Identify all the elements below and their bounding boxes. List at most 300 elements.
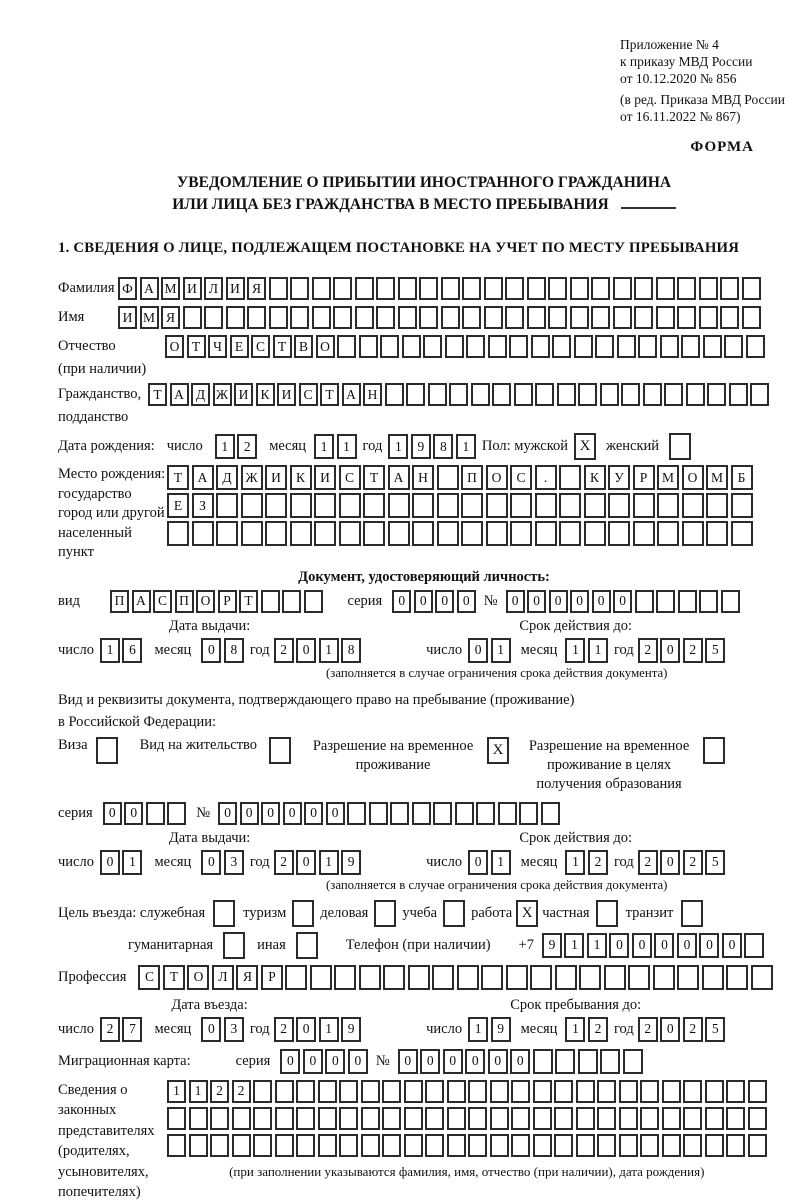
char-box[interactable]: К xyxy=(290,465,312,490)
char-box[interactable] xyxy=(570,277,589,300)
char-box[interactable] xyxy=(241,493,263,518)
char-box[interactable]: О xyxy=(196,590,215,613)
char-box[interactable]: М xyxy=(657,465,679,490)
char-box[interactable] xyxy=(656,277,675,300)
char-box[interactable]: 9 xyxy=(542,933,562,958)
char-box[interactable]: 2 xyxy=(683,850,703,875)
char-box[interactable] xyxy=(412,802,431,825)
char-box[interactable]: 0 xyxy=(398,1049,418,1074)
char-box[interactable] xyxy=(578,1049,598,1074)
char-box[interactable] xyxy=(447,1080,466,1103)
char-box[interactable] xyxy=(643,383,662,406)
char-box[interactable]: П xyxy=(175,590,194,613)
char-box[interactable] xyxy=(425,1080,444,1103)
char-box[interactable]: К xyxy=(256,383,275,406)
char-box[interactable] xyxy=(376,306,395,329)
char-box[interactable]: О xyxy=(165,335,184,358)
char-box[interactable] xyxy=(600,1049,620,1074)
char-box[interactable] xyxy=(318,1080,337,1103)
char-box[interactable] xyxy=(404,1107,423,1130)
char-box[interactable]: 2 xyxy=(274,1017,294,1042)
char-box[interactable]: 0 xyxy=(592,590,611,613)
char-box[interactable]: 8 xyxy=(433,434,453,459)
char-box[interactable]: 3 xyxy=(224,1017,244,1042)
char-box[interactable] xyxy=(748,1134,767,1157)
char-box[interactable] xyxy=(192,521,214,546)
char-box[interactable]: 0 xyxy=(699,933,719,958)
purpose-humanitarian-checkbox[interactable] xyxy=(223,932,245,959)
char-box[interactable]: 0 xyxy=(392,590,411,613)
char-box[interactable]: 0 xyxy=(457,590,476,613)
char-box[interactable] xyxy=(706,493,728,518)
char-box[interactable] xyxy=(253,1107,272,1130)
char-box[interactable]: 0 xyxy=(632,933,652,958)
char-box[interactable] xyxy=(210,1134,229,1157)
char-box[interactable] xyxy=(621,383,640,406)
char-box[interactable] xyxy=(359,335,378,358)
char-box[interactable] xyxy=(555,965,577,990)
char-box[interactable]: 0 xyxy=(660,850,680,875)
char-box[interactable] xyxy=(404,1134,423,1157)
option-residence-permit-checkbox[interactable] xyxy=(269,737,291,764)
char-box[interactable] xyxy=(269,277,288,300)
char-box[interactable] xyxy=(748,1107,767,1130)
char-box[interactable]: 2 xyxy=(237,434,257,459)
char-box[interactable] xyxy=(447,1107,466,1130)
char-box[interactable] xyxy=(383,965,405,990)
char-box[interactable] xyxy=(167,521,189,546)
char-box[interactable] xyxy=(441,306,460,329)
char-box[interactable] xyxy=(146,802,165,825)
char-box[interactable] xyxy=(449,383,468,406)
char-box[interactable] xyxy=(681,335,700,358)
char-box[interactable] xyxy=(388,521,410,546)
char-box[interactable]: 2 xyxy=(274,638,294,663)
char-box[interactable] xyxy=(617,335,636,358)
char-box[interactable] xyxy=(488,335,507,358)
char-box[interactable]: 9 xyxy=(411,434,431,459)
char-box[interactable]: А xyxy=(170,383,189,406)
char-box[interactable]: 0 xyxy=(296,638,316,663)
char-box[interactable] xyxy=(490,1080,509,1103)
char-box[interactable] xyxy=(408,965,430,990)
char-box[interactable] xyxy=(312,277,331,300)
char-box[interactable] xyxy=(677,965,699,990)
char-box[interactable] xyxy=(290,521,312,546)
char-box[interactable] xyxy=(683,1080,702,1103)
char-box[interactable]: 1 xyxy=(100,638,120,663)
char-box[interactable] xyxy=(511,1080,530,1103)
char-box[interactable] xyxy=(339,1134,358,1157)
char-box[interactable]: 0 xyxy=(465,1049,485,1074)
char-box[interactable]: 0 xyxy=(435,590,454,613)
char-box[interactable] xyxy=(363,493,385,518)
char-box[interactable]: 1 xyxy=(564,933,584,958)
char-box[interactable]: Ж xyxy=(241,465,263,490)
char-box[interactable] xyxy=(490,1107,509,1130)
char-box[interactable] xyxy=(703,335,722,358)
char-box[interactable]: 1 xyxy=(587,933,607,958)
char-box[interactable] xyxy=(462,277,481,300)
char-box[interactable] xyxy=(189,1107,208,1130)
char-box[interactable] xyxy=(296,1080,315,1103)
char-box[interactable] xyxy=(555,1049,575,1074)
char-box[interactable] xyxy=(584,493,606,518)
char-box[interactable] xyxy=(310,965,332,990)
char-box[interactable] xyxy=(653,965,675,990)
char-box[interactable] xyxy=(634,277,653,300)
char-box[interactable]: Т xyxy=(167,465,189,490)
char-box[interactable] xyxy=(457,965,479,990)
char-box[interactable] xyxy=(285,965,307,990)
char-box[interactable]: 9 xyxy=(341,1017,361,1042)
char-box[interactable]: Р xyxy=(633,465,655,490)
char-box[interactable] xyxy=(720,277,739,300)
char-box[interactable] xyxy=(731,521,753,546)
char-box[interactable]: 0 xyxy=(201,850,221,875)
char-box[interactable] xyxy=(591,306,610,329)
char-box[interactable] xyxy=(750,383,769,406)
char-box[interactable] xyxy=(388,493,410,518)
char-box[interactable] xyxy=(445,335,464,358)
char-box[interactable]: Ж xyxy=(213,383,232,406)
sex-male-checkbox[interactable]: X xyxy=(574,433,596,460)
char-box[interactable] xyxy=(707,383,726,406)
char-box[interactable]: 0 xyxy=(506,590,525,613)
char-box[interactable]: 2 xyxy=(588,850,608,875)
char-box[interactable] xyxy=(699,590,718,613)
char-box[interactable] xyxy=(339,521,361,546)
char-box[interactable] xyxy=(183,306,202,329)
char-box[interactable]: 2 xyxy=(683,1017,703,1042)
char-box[interactable]: Ф xyxy=(118,277,137,300)
char-box[interactable]: С xyxy=(299,383,318,406)
char-box[interactable] xyxy=(683,1134,702,1157)
char-box[interactable]: Я xyxy=(161,306,180,329)
char-box[interactable] xyxy=(339,1107,358,1130)
char-box[interactable] xyxy=(559,465,581,490)
char-box[interactable] xyxy=(398,277,417,300)
char-box[interactable] xyxy=(633,493,655,518)
purpose-business-checkbox[interactable] xyxy=(374,900,396,927)
char-box[interactable] xyxy=(334,965,356,990)
char-box[interactable]: 0 xyxy=(296,850,316,875)
char-box[interactable] xyxy=(468,1134,487,1157)
char-box[interactable] xyxy=(705,1107,724,1130)
char-box[interactable]: 1 xyxy=(314,434,334,459)
char-box[interactable]: Р xyxy=(261,965,283,990)
char-box[interactable] xyxy=(359,965,381,990)
char-box[interactable] xyxy=(533,1134,552,1157)
char-box[interactable] xyxy=(683,1107,702,1130)
char-box[interactable] xyxy=(662,1080,681,1103)
char-box[interactable]: Е xyxy=(167,493,189,518)
char-box[interactable] xyxy=(312,306,331,329)
char-box[interactable] xyxy=(724,335,743,358)
option-visa-checkbox[interactable] xyxy=(96,737,118,764)
char-box[interactable] xyxy=(511,1107,530,1130)
char-box[interactable] xyxy=(729,383,748,406)
char-box[interactable] xyxy=(535,521,557,546)
char-box[interactable] xyxy=(490,1134,509,1157)
char-box[interactable]: 1 xyxy=(189,1080,208,1103)
char-box[interactable] xyxy=(660,335,679,358)
char-box[interactable]: 8 xyxy=(341,638,361,663)
char-box[interactable] xyxy=(554,1107,573,1130)
char-box[interactable] xyxy=(241,521,263,546)
char-box[interactable] xyxy=(275,1107,294,1130)
char-box[interactable]: С xyxy=(251,335,270,358)
char-box[interactable] xyxy=(437,521,459,546)
char-box[interactable]: Л xyxy=(204,277,223,300)
char-box[interactable]: А xyxy=(140,277,159,300)
char-box[interactable] xyxy=(533,1080,552,1103)
char-box[interactable] xyxy=(204,306,223,329)
purpose-study-checkbox[interactable] xyxy=(443,900,465,927)
char-box[interactable]: 0 xyxy=(325,1049,345,1074)
char-box[interactable]: 0 xyxy=(240,802,259,825)
char-box[interactable] xyxy=(433,802,452,825)
char-box[interactable] xyxy=(726,1134,745,1157)
char-box[interactable] xyxy=(355,306,374,329)
char-box[interactable] xyxy=(705,1080,724,1103)
char-box[interactable] xyxy=(604,965,626,990)
char-box[interactable]: В xyxy=(294,335,313,358)
char-box[interactable] xyxy=(657,493,679,518)
char-box[interactable] xyxy=(682,521,704,546)
char-box[interactable]: И xyxy=(234,383,253,406)
char-box[interactable]: 3 xyxy=(224,850,244,875)
char-box[interactable]: 7 xyxy=(122,1017,142,1042)
char-box[interactable]: О xyxy=(682,465,704,490)
char-box[interactable] xyxy=(296,1134,315,1157)
char-box[interactable]: 1 xyxy=(122,850,142,875)
char-box[interactable] xyxy=(253,1080,272,1103)
char-box[interactable]: 1 xyxy=(388,434,408,459)
char-box[interactable] xyxy=(390,802,409,825)
char-box[interactable]: 0 xyxy=(722,933,742,958)
char-box[interactable] xyxy=(726,965,748,990)
char-box[interactable] xyxy=(511,1134,530,1157)
char-box[interactable] xyxy=(600,383,619,406)
char-box[interactable] xyxy=(514,383,533,406)
char-box[interactable] xyxy=(677,277,696,300)
char-box[interactable] xyxy=(361,1134,380,1157)
char-box[interactable] xyxy=(656,306,675,329)
purpose-work-checkbox[interactable]: X xyxy=(516,900,538,927)
char-box[interactable] xyxy=(574,335,593,358)
char-box[interactable] xyxy=(314,521,336,546)
char-box[interactable]: 0 xyxy=(677,933,697,958)
char-box[interactable]: 2 xyxy=(638,850,658,875)
char-box[interactable]: 1 xyxy=(319,638,339,663)
char-box[interactable] xyxy=(628,965,650,990)
char-box[interactable]: 2 xyxy=(210,1080,229,1103)
char-box[interactable] xyxy=(290,306,309,329)
char-box[interactable] xyxy=(505,306,524,329)
char-box[interactable] xyxy=(361,1080,380,1103)
char-box[interactable] xyxy=(425,1134,444,1157)
char-box[interactable]: О xyxy=(486,465,508,490)
char-box[interactable] xyxy=(635,590,654,613)
char-box[interactable] xyxy=(731,493,753,518)
char-box[interactable] xyxy=(339,1080,358,1103)
char-box[interactable] xyxy=(623,1049,643,1074)
char-box[interactable]: 1 xyxy=(565,850,585,875)
char-box[interactable] xyxy=(216,521,238,546)
char-box[interactable] xyxy=(339,493,361,518)
char-box[interactable] xyxy=(533,1049,553,1074)
char-box[interactable] xyxy=(471,383,490,406)
purpose-transit-checkbox[interactable] xyxy=(681,900,703,927)
char-box[interactable] xyxy=(640,1134,659,1157)
char-box[interactable]: И xyxy=(118,306,137,329)
char-box[interactable] xyxy=(576,1107,595,1130)
char-box[interactable] xyxy=(535,383,554,406)
char-box[interactable]: 0 xyxy=(261,802,280,825)
char-box[interactable] xyxy=(597,1080,616,1103)
char-box[interactable]: С xyxy=(138,965,160,990)
char-box[interactable] xyxy=(455,802,474,825)
char-box[interactable] xyxy=(382,1080,401,1103)
char-box[interactable] xyxy=(576,1080,595,1103)
char-box[interactable]: 2 xyxy=(683,638,703,663)
char-box[interactable] xyxy=(619,1080,638,1103)
char-box[interactable] xyxy=(376,277,395,300)
char-box[interactable] xyxy=(510,521,532,546)
char-box[interactable]: 9 xyxy=(341,850,361,875)
char-box[interactable] xyxy=(634,306,653,329)
char-box[interactable]: 0 xyxy=(201,638,221,663)
char-box[interactable] xyxy=(751,965,773,990)
char-box[interactable] xyxy=(318,1107,337,1130)
char-box[interactable] xyxy=(506,965,528,990)
char-box[interactable]: 1 xyxy=(491,638,511,663)
char-box[interactable] xyxy=(476,802,495,825)
char-box[interactable]: 0 xyxy=(488,1049,508,1074)
char-box[interactable]: 0 xyxy=(100,850,120,875)
char-box[interactable]: 0 xyxy=(549,590,568,613)
char-box[interactable]: 0 xyxy=(303,1049,323,1074)
char-box[interactable] xyxy=(699,277,718,300)
char-box[interactable] xyxy=(608,521,630,546)
char-box[interactable] xyxy=(492,383,511,406)
char-box[interactable]: Я xyxy=(236,965,258,990)
char-box[interactable]: Т xyxy=(320,383,339,406)
char-box[interactable]: 9 xyxy=(491,1017,511,1042)
char-box[interactable] xyxy=(167,1107,186,1130)
char-box[interactable] xyxy=(441,277,460,300)
char-box[interactable]: Н xyxy=(412,465,434,490)
char-box[interactable]: 0 xyxy=(420,1049,440,1074)
char-box[interactable] xyxy=(702,965,724,990)
char-box[interactable] xyxy=(576,1134,595,1157)
char-box[interactable] xyxy=(382,1134,401,1157)
char-box[interactable] xyxy=(664,383,683,406)
char-box[interactable] xyxy=(510,493,532,518)
char-box[interactable]: М xyxy=(161,277,180,300)
char-box[interactable]: 0 xyxy=(468,850,488,875)
char-box[interactable] xyxy=(726,1107,745,1130)
char-box[interactable] xyxy=(579,965,601,990)
char-box[interactable] xyxy=(552,335,571,358)
char-box[interactable]: О xyxy=(187,965,209,990)
char-box[interactable]: 2 xyxy=(100,1017,120,1042)
char-box[interactable] xyxy=(247,306,266,329)
char-box[interactable] xyxy=(406,383,425,406)
char-box[interactable] xyxy=(554,1080,573,1103)
char-box[interactable]: Т xyxy=(363,465,385,490)
char-box[interactable] xyxy=(657,521,679,546)
char-box[interactable] xyxy=(744,933,764,958)
char-box[interactable] xyxy=(554,1134,573,1157)
char-box[interactable] xyxy=(304,590,323,613)
char-box[interactable]: И xyxy=(183,277,202,300)
char-box[interactable]: 0 xyxy=(326,802,345,825)
char-box[interactable] xyxy=(746,335,765,358)
char-box[interactable]: А xyxy=(192,465,214,490)
char-box[interactable] xyxy=(527,306,546,329)
char-box[interactable]: И xyxy=(277,383,296,406)
char-box[interactable]: П xyxy=(461,465,483,490)
char-box[interactable] xyxy=(484,277,503,300)
char-box[interactable] xyxy=(535,493,557,518)
char-box[interactable] xyxy=(726,1080,745,1103)
char-box[interactable] xyxy=(425,1107,444,1130)
char-box[interactable]: А xyxy=(342,383,361,406)
char-box[interactable] xyxy=(226,306,245,329)
char-box[interactable] xyxy=(484,306,503,329)
purpose-other-checkbox[interactable] xyxy=(296,932,318,959)
char-box[interactable] xyxy=(591,277,610,300)
char-box[interactable] xyxy=(275,1134,294,1157)
char-box[interactable]: Р xyxy=(218,590,237,613)
char-box[interactable] xyxy=(404,1080,423,1103)
char-box[interactable]: 0 xyxy=(280,1049,300,1074)
char-box[interactable]: К xyxy=(584,465,606,490)
char-box[interactable]: 0 xyxy=(654,933,674,958)
char-box[interactable] xyxy=(748,1080,767,1103)
char-box[interactable] xyxy=(662,1107,681,1130)
char-box[interactable]: Т xyxy=(239,590,258,613)
char-box[interactable] xyxy=(412,493,434,518)
purpose-private-checkbox[interactable] xyxy=(596,900,618,927)
char-box[interactable]: 0 xyxy=(443,1049,463,1074)
char-box[interactable]: 0 xyxy=(468,638,488,663)
char-box[interactable] xyxy=(548,306,567,329)
char-box[interactable]: 5 xyxy=(705,1017,725,1042)
char-box[interactable]: С xyxy=(339,465,361,490)
char-box[interactable] xyxy=(531,335,550,358)
char-box[interactable]: И xyxy=(226,277,245,300)
char-box[interactable]: И xyxy=(265,465,287,490)
char-box[interactable] xyxy=(314,493,336,518)
char-box[interactable] xyxy=(638,335,657,358)
char-box[interactable] xyxy=(419,277,438,300)
char-box[interactable] xyxy=(296,1107,315,1130)
char-box[interactable]: 2 xyxy=(274,850,294,875)
sex-female-checkbox[interactable] xyxy=(669,433,691,460)
char-box[interactable]: 0 xyxy=(304,802,323,825)
char-box[interactable] xyxy=(282,590,301,613)
char-box[interactable]: 1 xyxy=(319,1017,339,1042)
char-box[interactable]: 0 xyxy=(103,802,122,825)
char-box[interactable]: З xyxy=(192,493,214,518)
char-box[interactable]: 2 xyxy=(638,1017,658,1042)
char-box[interactable]: 1 xyxy=(337,434,357,459)
char-box[interactable] xyxy=(570,306,589,329)
char-box[interactable] xyxy=(699,306,718,329)
